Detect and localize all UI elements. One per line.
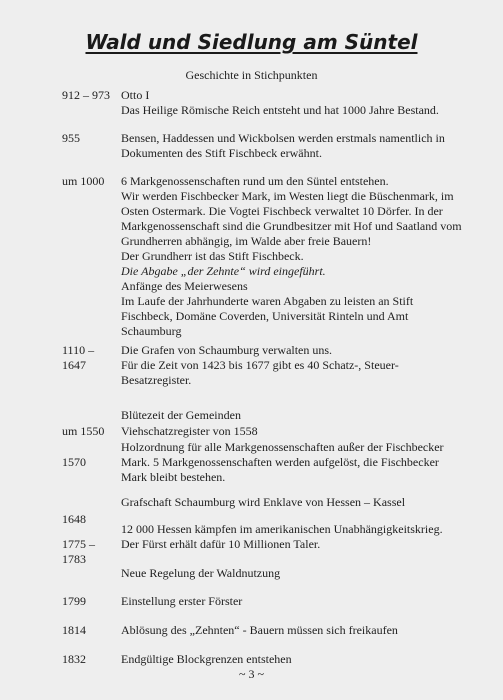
entry-text-955: Bensen, Haddessen und Wickbolsen werden erstmals namentlich in Dokumenten des Stift Fischbeck erwähnt. <box>121 131 445 160</box>
entry-text-1648: Grafschaft Schaumburg wird Enklave von Hessen – Kassel <box>121 495 406 509</box>
entry-text-um-1550: Viehschatzregister von 1558 <box>121 424 258 438</box>
entry-date-1110-1647: 1110 – 1647 <box>62 343 95 372</box>
entry-date-955: 955 <box>62 131 80 145</box>
page-title: Wald und Siedlung am Süntel <box>85 30 418 54</box>
entry-text-1799: Einstellung erster Förster <box>121 594 243 608</box>
entry-text-1110-1647: Die Grafen von Schaumburg verwalten uns. Für die Zeit von 1423 bis 1677 gibt es 40 Schatz-, Steuer- Besatzregister. <box>121 343 399 387</box>
entry-text-1814: Ablösung des „Zehnten“ - Bauern müssen sich freikaufen <box>121 623 398 637</box>
entry-text-bluetezeit: Blütezeit der Gemeinden <box>121 408 241 422</box>
entry-date-1799: 1799 <box>62 594 86 608</box>
entry-date-1832: 1832 <box>62 652 86 666</box>
entry-text-waldnutzung: Neue Regelung der Waldnutzung <box>121 566 281 580</box>
entry-date-1648: 1648 <box>62 512 86 526</box>
entry-text-1775-1783: 12 000 Hessen kämpfen im amerikanischen Unabhängigkeitskrieg. Der Fürst erhält dafür 10 Millionen Taler. <box>121 522 443 551</box>
entry-text-um-1000: 6 Markgenossenschaften rund um den Süntel entstehen. Wir werden Fischbecker Mark, im Westen liegt die Büschenmark, im Osten Ostermark. Die Vogtei Fischbeck verwaltet 10 Dörfer. In der Markgenossenschaft sind die Grundbesitzer mit Hof und Saatland vom Grundherren abhängig, im Walde aber freie Bauern! Der Grundherr ist das Stift Fischbeck. Die Abgabe „der Zehnte“ wird eingeführt. Anfänge des Meierwesens Im Laufe der Jahrhunderte waren Abgaben zu leisten an Stift Fischbeck, Domäne Coverden, Universität Rinteln und Amt Schaumburg <box>121 174 462 338</box>
entry-date-um-1550: um 1550 <box>62 424 105 438</box>
entry-text-1832: Endgültige Blockgrenzen entstehen <box>121 652 292 666</box>
entry-date-1775-1783: 1775 – 1783 <box>62 537 95 566</box>
entry-date-912: 912 – 973 <box>62 88 110 102</box>
page-subtitle: Geschichte in Stichpunkten <box>185 68 318 82</box>
entry-date-1570: 1570 <box>62 455 86 469</box>
entry-date-1814: 1814 <box>62 623 86 637</box>
page-number: ~ 3 ~ <box>239 667 264 681</box>
entry-date-um-1000: um 1000 <box>62 174 105 188</box>
entry-text-912: Otto I Das Heilige Römische Reich entsteht und hat 1000 Jahre Bestand. <box>121 88 439 117</box>
entry-text-1570: Holzordnung für alle Markgenossenschaften außer der Fischbecker Mark. 5 Markgenossenschaften werden aufgelöst, die Fischbecker Mark bleibt bestehen. <box>121 440 444 484</box>
